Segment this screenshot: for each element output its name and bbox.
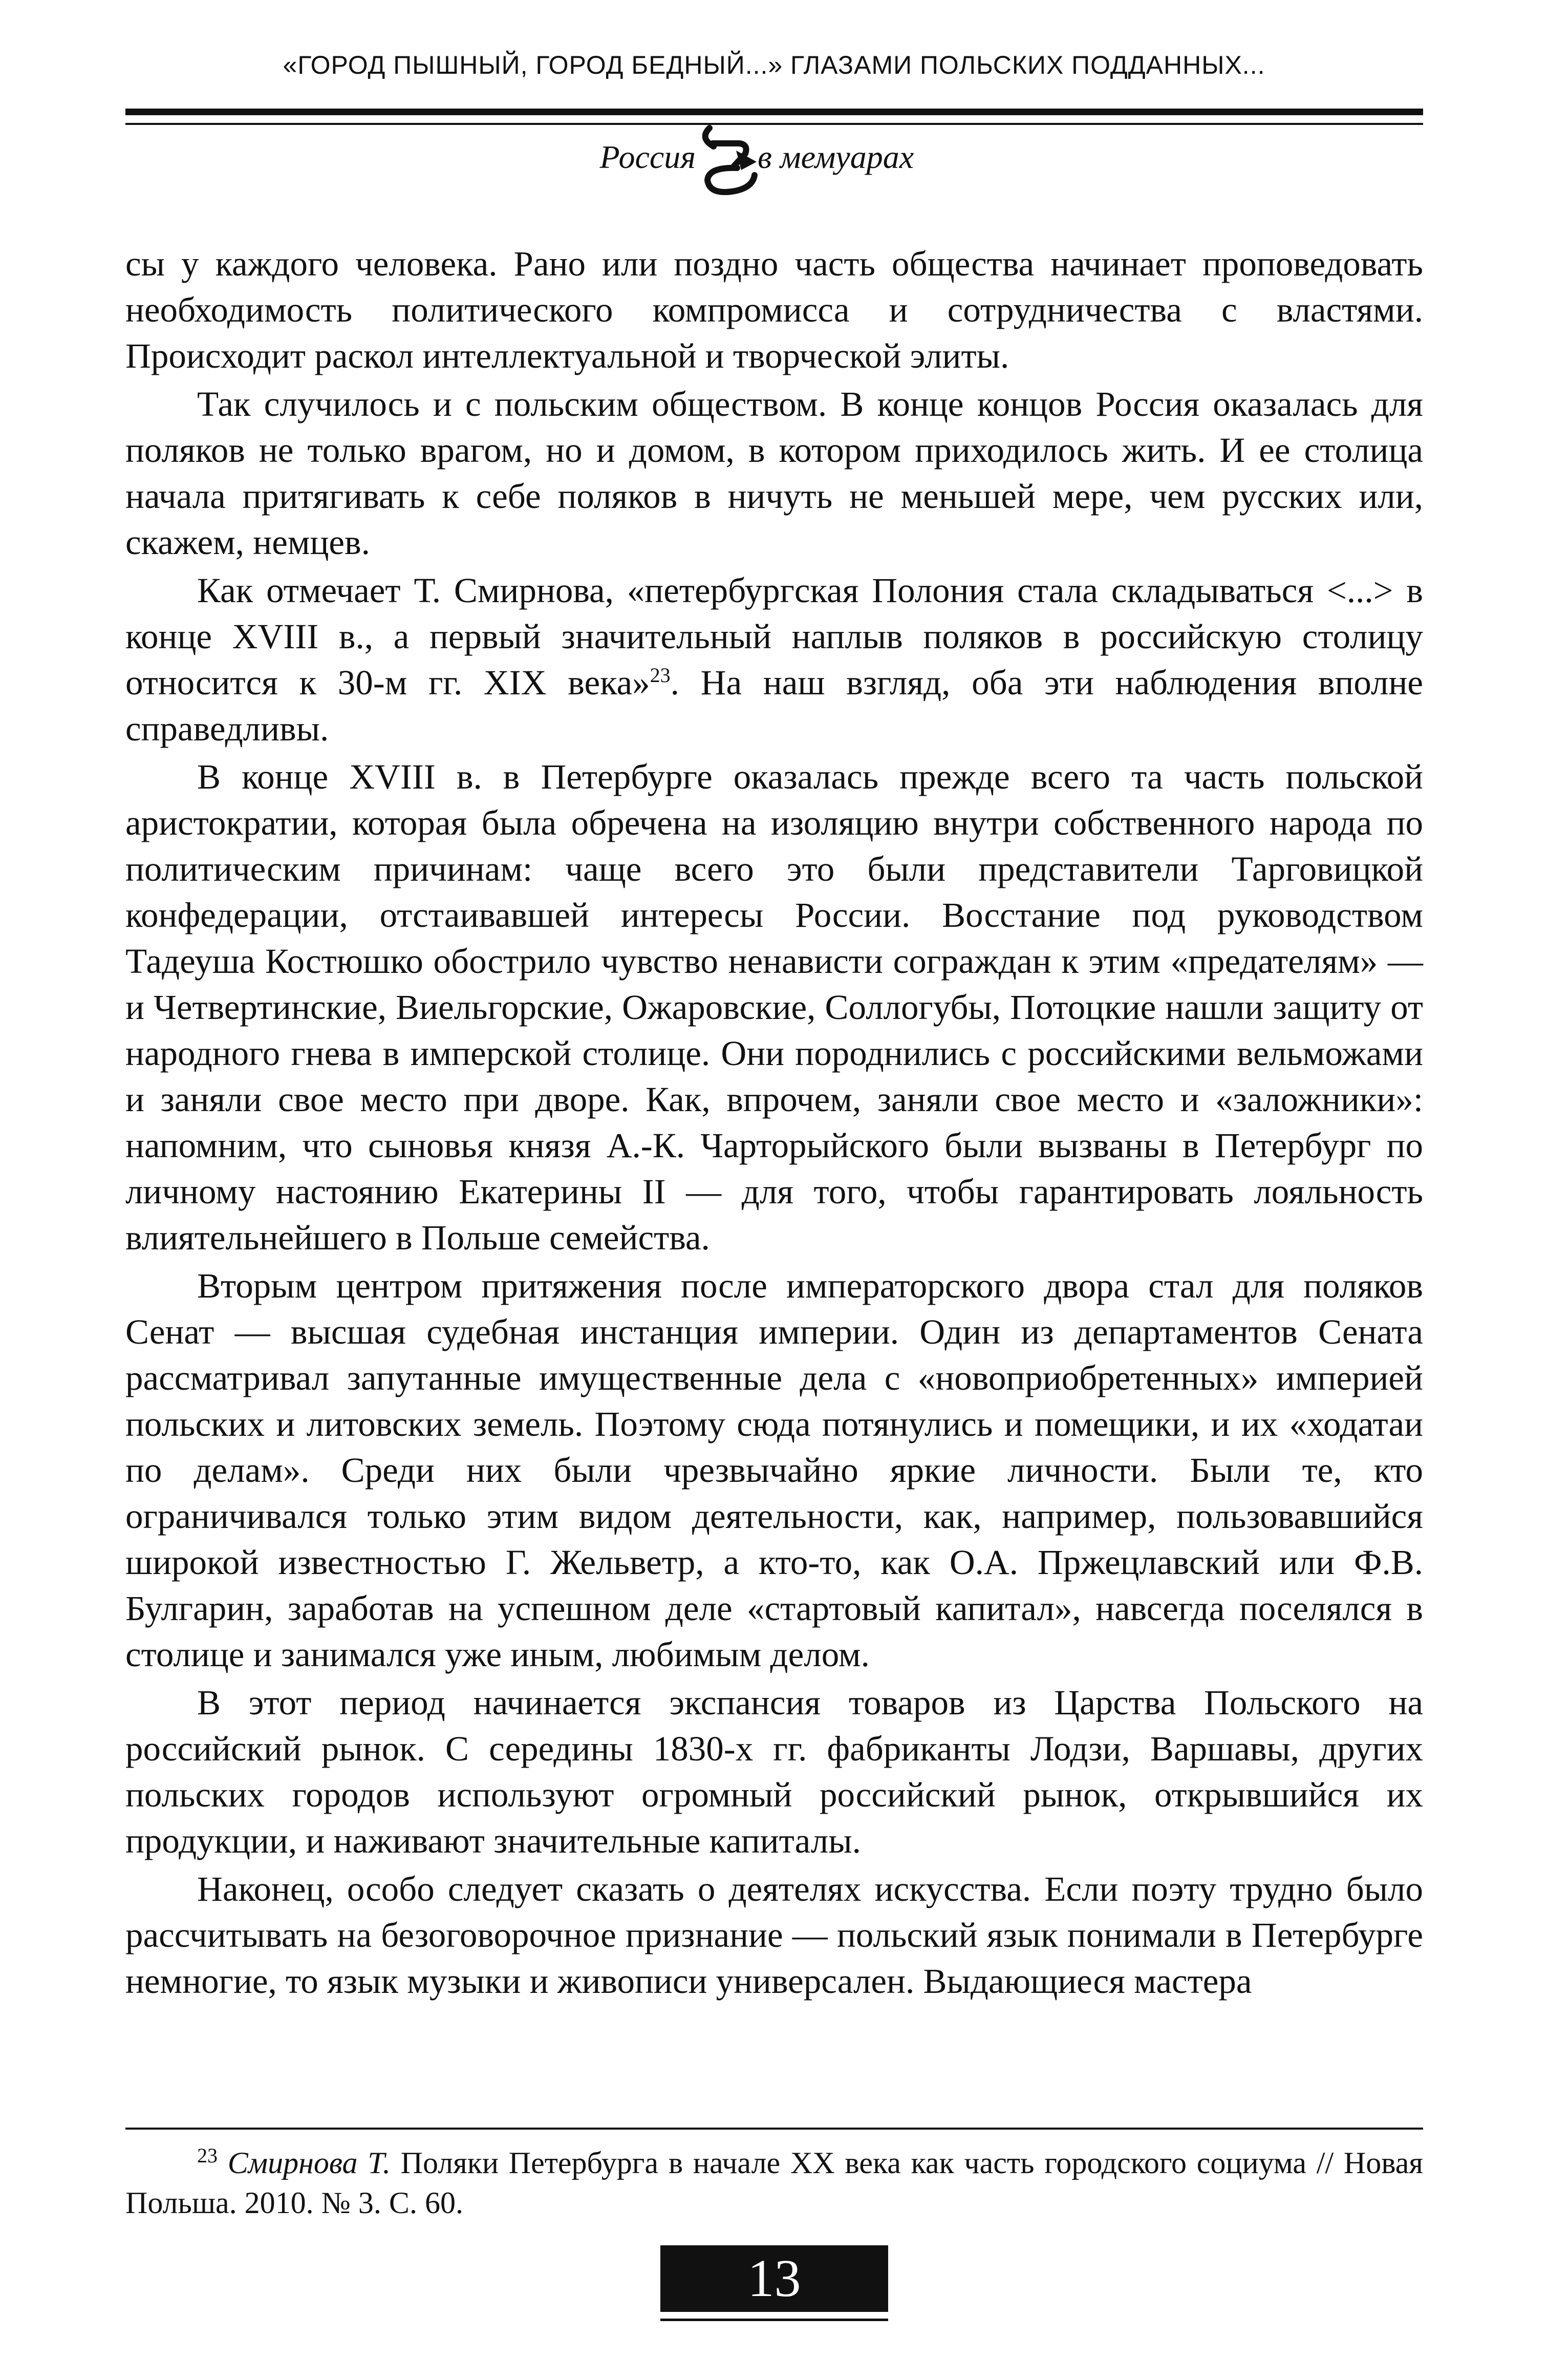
footnote-text: Поляки Петербурга в начале XX века как часть городского социума // Новая Польша. 2010. № 3. С. 60. bbox=[125, 2146, 1423, 2220]
series-title bbox=[0, 128, 1548, 205]
footnote-author: Смирнова Т. bbox=[227, 2146, 391, 2180]
paragraph-7: Наконец, особо следует сказать о деятелях искусства. Если поэту трудно было рассчитывать на безоговорочное признание — польский язык понимали в Петербурге немногие, то язык музыки и живописи универсален. Выдающиеся мастера bbox=[125, 1869, 1423, 2001]
paragraph-3 bbox=[125, 567, 1423, 752]
paragraph-3-tail: . На наш взгляд, оба эти наблюдения вполне справедливы. bbox=[125, 663, 1423, 748]
paragraph-3-text: Как отмечает Т. Смирнова, «петербургская Полония стала складываться <...> в конце XVIII в., а первый значительный наплыв поляков в российскую столицу относится к 30-м гг. XIX века» bbox=[125, 571, 1423, 702]
series-logo-icon bbox=[695, 115, 767, 199]
header-rule-thin bbox=[125, 123, 1423, 125]
paragraph-1: сы у каждого человека. Рано или поздно часть общества начинает проповедовать необходимость политического компромисса и сотрудничества с властями. Происходит раскол интеллектуальной и творческой элиты. bbox=[125, 244, 1423, 375]
series-title-right: в мемуарах bbox=[758, 139, 914, 175]
body-text bbox=[125, 241, 1423, 2004]
page-number: 13 bbox=[660, 2245, 888, 2312]
paragraph-6: В этот период начинается экспансия товаров из Царства Польского на российский рынок. С середины 1830-х гг. фабриканты Лодзи, Варшавы, других польских городов используют огромный российский рынок, открывшийся их продукции, и наживают значительные капиталы. bbox=[125, 1683, 1423, 1860]
paragraph-5: Вторым центром притяжения после императорского двора стал для поляков Сенат — высшая судебная инстанция империи. Один из департаментов Сената рассматривал запутанные имущественные дела с «новоприобретенных» империей польских и литовских земель. Поэтому сюда потянулись и помещики, и их «ходатаи по делам». Среди них были чрезвычайно яркие личности. Были те, кто ограничивался только этим видом деятельности, как, например, пользовавшийся широкой известностью Г. Жельветр, а кто-то, как О.А. Пржецлавский или Ф.В. Булгарин, заработав на успешном деле «стартовый капитал», навсегда поселялся в столице и занимался уже иным, любимым делом. bbox=[125, 1266, 1423, 1674]
running-title: «ГОРОД ПЫШНЫЙ, ГОРОД БЕДНЫЙ...» ГЛАЗАМИ ПОЛЬСКИХ ПОДДАННЫХ... bbox=[283, 51, 1265, 79]
footnote-rule bbox=[125, 2128, 1423, 2130]
footnote-number: 23 bbox=[197, 2144, 218, 2167]
header-rule-thick bbox=[125, 109, 1423, 115]
series-title-left: Россия bbox=[599, 139, 696, 175]
page-number-rule bbox=[660, 2319, 888, 2321]
footnote-reference[interactable]: 23 bbox=[650, 664, 671, 687]
paragraph-2: Так случилось и с польским обществом. В конце концов Россия оказалась для поляков не только врагом, но и домом, в котором приходилось жить. И ее столица начала притягивать к себе поляков в ничуть не меньшей мере, чем русских или, скажем, немцев. bbox=[125, 385, 1423, 562]
footnote bbox=[125, 2143, 1423, 2223]
paragraph-4: В конце XVIII в. в Петербурге оказалась прежде всего та часть польской аристократии, которая была обречена на изоляцию внутри собственного народа по политическим причинам: чаще всего это были представители Тарговицкой конфедерации, отстаивавшей интересы России. Восстание под руководством Тадеуша Костюшко обострило чувство ненависти сограждан к этим «предателям» — и Четвертинские, Виельгорские, Ожаровские, Соллогубы, Потоцкие нашли защиту от народного гнева в имперской столице. Они породнились с российскими вельможами и заняли свое место при дворе. Как, впрочем, заняли свое место и «заложники»: напомним, что сыновья князя А.-К. Чарторыйского были вызваны в Петербург по личному настоянию Екатерины II — для того, чтобы гарантировать лояльность влиятельнейшего в Польше семейства. bbox=[125, 757, 1423, 1257]
